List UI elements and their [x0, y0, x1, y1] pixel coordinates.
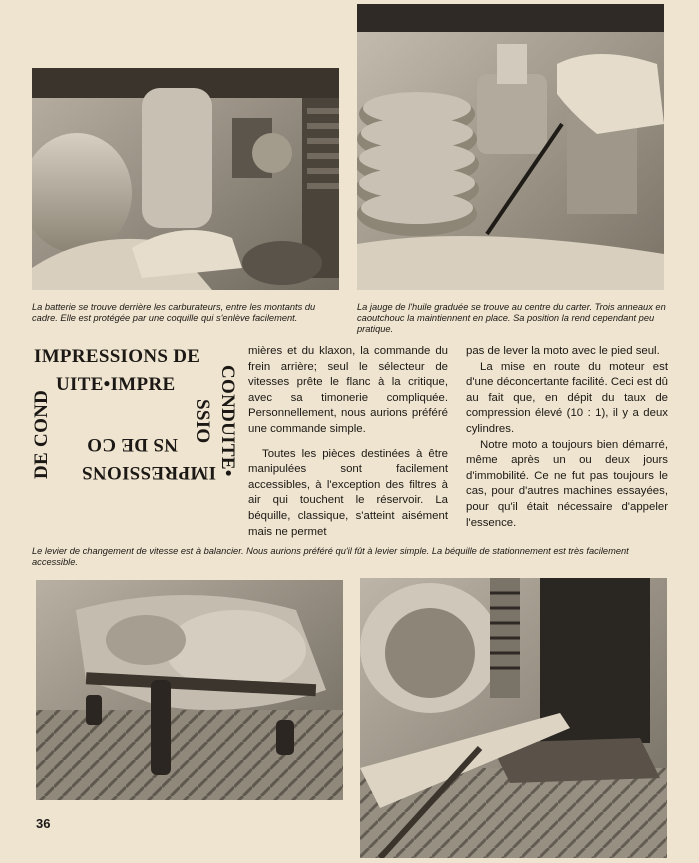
- title-inner-top: UITE•IMPRE: [56, 374, 176, 395]
- caption-top-left: La batterie se trouve derrière les carburateurs, entre les montants du cadre. Elle est protégée par une coquille qui s'enlève facilement.: [32, 302, 316, 323]
- col2-paragraph-3: Notre moto a toujours bien démarré, même après un ou deux jours d'immobilité. Ce ne fut pas toujours le cas, pour d'autres machines essayées, pour qu'il était nécessaire d'appeler l'essence.: [466, 438, 668, 529]
- caption-middle: Le levier de changement de vitesse est à balancier. Nous aurions préféré qu'il fût à levier simple. La béquille de stationnement est très facilement accessible.: [32, 546, 629, 567]
- title-inner-bottom: NS DE CO: [86, 434, 178, 455]
- page-number: 36: [36, 816, 51, 831]
- title-right: CONDUITE•: [217, 365, 238, 477]
- article-column-2: [466, 344, 668, 531]
- article-column-1: [248, 344, 448, 540]
- photo-battery-carburetor: [32, 68, 339, 290]
- col1-paragraph-2: Toutes les pièces destinées à être manipulées sont facilement accessibles, à l'exception des filtres à air qui touchent le réservoir. La béquille, classique, s'atteint aisément mais ne permet: [248, 447, 448, 538]
- col2-paragraph-1: pas de lever la moto avec le pied seul.: [466, 345, 660, 357]
- photo-stand-foot: [360, 578, 667, 858]
- article-title-block: [30, 345, 238, 485]
- title-bottom: IMPRESSIONS: [81, 462, 216, 483]
- col1-paragraph-1: mières et du klaxon, la commande du frein arrière; seul le sélecteur de vitesses prête le flanc à la critique, avec sa timonerie compliquée. Personnellement, nous aurions préféré une commande simple.: [248, 345, 448, 435]
- title-inner-right: SSIO: [192, 399, 213, 444]
- title-top: IMPRESSIONS DE: [34, 346, 201, 367]
- title-left: DE COND: [31, 389, 52, 479]
- photo-gear-lever: [36, 580, 343, 800]
- caption-top-right: La jauge de l'huile graduée se trouve au centre du carter. Trois anneaux en caoutchouc la maintiennent en place. Sa position la rend cependant peu pratique.: [357, 302, 666, 334]
- photo-oil-dipstick: [357, 4, 664, 290]
- col2-paragraph-2: La mise en route du moteur est d'une déconcertante facilité. Ceci est dû au fait que, en dépit du taux de compression élevé (10 : 1), il y a deux cylindres.: [466, 360, 668, 435]
